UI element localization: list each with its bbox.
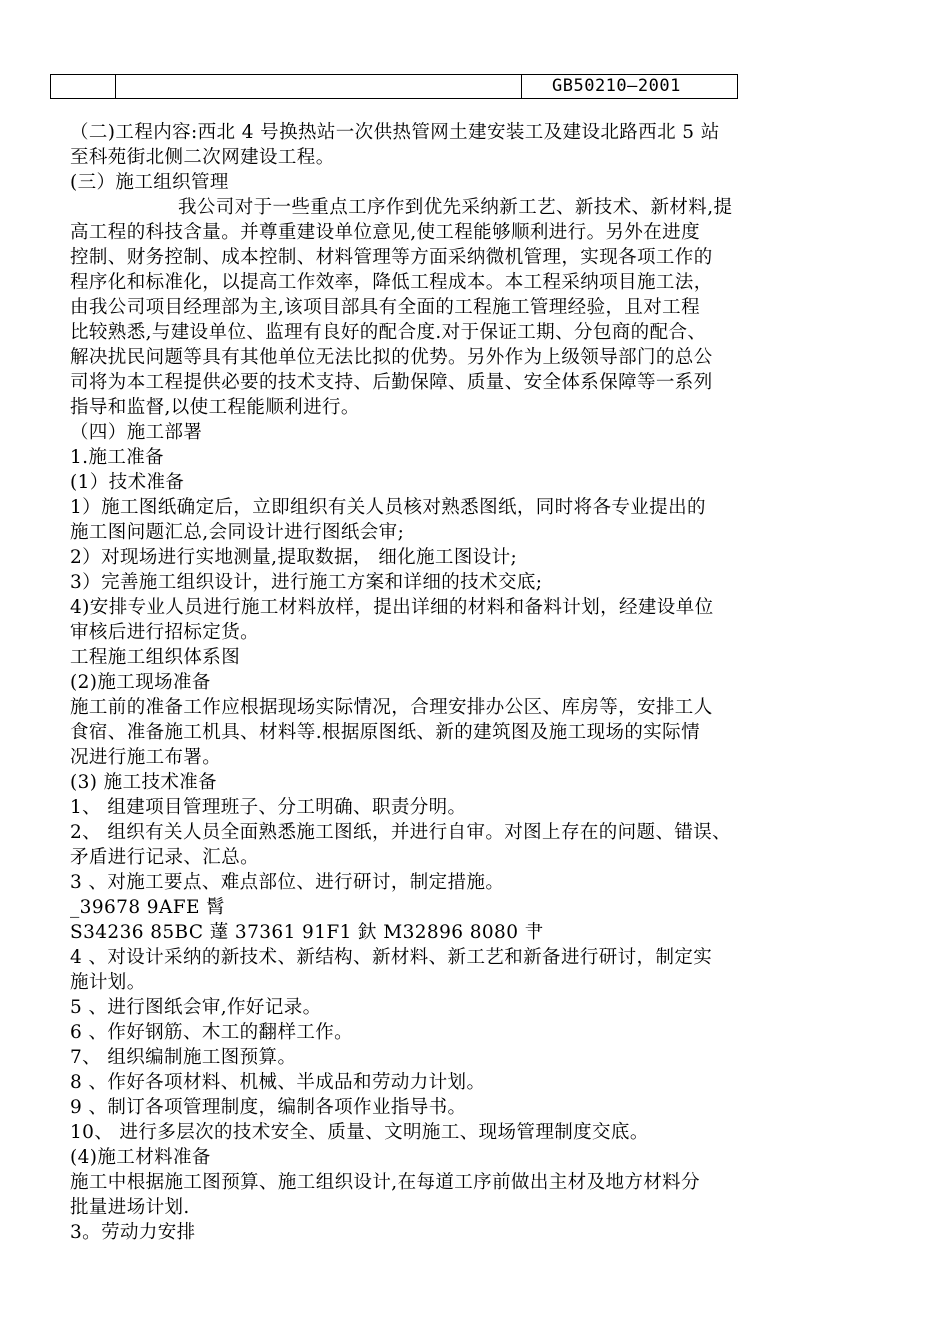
text-line: 2）对现场进行实地测量,提取数据， 细化施工图设计; [70,547,518,568]
text-line: 矛盾进行记录、汇总。 [70,847,260,868]
text-line: 施工前的准备工作应根据现场实际情况，合理安排办公区、库房等，安排工人 [70,697,713,718]
text-line: 比较熟悉,与建设单位、监理有良好的配合度.对于保证工期、分包商的配合、 [70,322,707,343]
text-line: （二)工程内容:西北 4 号换热站一次供热管网土建安装工及建设北路西北 5 站 [70,122,720,143]
text-line: 况进行施工布署。 [70,747,222,768]
diagram-caption: 工程施工组织体系图 [70,647,241,668]
subsection-heading: (2)施工现场准备 [70,672,211,693]
garbled-code-line: _39678 9AFE 髾 [70,897,226,918]
text-line: 施计划。 [70,972,146,993]
list-item: 2、 组织有关人员全面熟悉施工图纸，并进行自审。对图上存在的问题、错误、 [70,822,732,843]
text-line: 司将为本工程提供必要的技术支持、后勤保障、质量、安全体系保障等一系列 [70,372,713,393]
paragraph-first-line: 我公司对于一些重点工序作到优先采纳新工艺、新技术、新材料,提 [178,197,733,218]
subsection-heading: 1.施工准备 [70,447,165,468]
list-item: 4 、对设计采纳的新技术、新结构、新材料、新工艺和新备进行研讨，制定实 [70,947,713,968]
subsection-heading: (1）技术准备 [70,472,185,493]
text-line: 由我公司项目经理部为主,该项目部具有全面的工程施工管理经验，且对工程 [70,297,700,318]
list-item: 9 、制订各项管理制度，编制各项作业指导书。 [70,1097,467,1118]
list-item: 3 、对施工要点、难点部位、进行研讨，制定措施。 [70,872,505,893]
text-line: 高工程的科技含量。并尊重建设单位意见,使工程能够顺利进行。另外在进度 [70,222,700,243]
subsection-heading: (3) 施工技术准备 [70,772,218,793]
text-line: 施工图问题汇总,会同设计进行图纸会审; [70,522,405,543]
text-line: 3）完善施工组织设计，进行施工方案和详细的技术交底; [70,572,543,593]
text-line: 施工中根据施工图预算、施工组织设计,在每道工序前做出主材及地方材料分 [70,1172,700,1193]
list-item: 7、 组织编制施工图预算。 [70,1047,297,1068]
standard-code: GB50210—2001 [552,76,681,96]
list-item: 5 、进行图纸会审,作好记录。 [70,997,322,1018]
text-line: 指导和监督,以使工程能顺利进行。 [70,397,360,418]
list-item: 6 、作好钢筋、木工的翻样工作。 [70,1022,354,1043]
list-item: 10、 进行多层次的技术安全、质量、文明施工、现场管理制度交底。 [70,1122,649,1143]
text-line: 4)安排专业人员进行施工材料放样，提出详细的材料和备料计划，经建设单位 [70,597,714,618]
text-line: 解决扰民问题等具有其他单位无法比拟的优势。另外作为上级领导部门的总公 [70,347,713,368]
text-line: 审核后进行招标定货。 [70,622,260,643]
text-line: 1）施工图纸确定后，立即组织有关人员核对熟悉图纸，同时将各专业提出的 [70,497,706,518]
text-line: 至科苑街北侧二次网建设工程。 [70,147,335,168]
subsection-heading: (4)施工材料准备 [70,1147,211,1168]
header-cell-blank-1 [51,75,116,98]
section-heading: 3。劳动力安排 [70,1222,196,1243]
text-line: 控制、财务控制、成本控制、材料管理等方面采纳微机管理，实现各项工作的 [70,247,713,268]
list-item: 8 、作好各项材料、机械、半成品和劳动力计划。 [70,1072,486,1093]
text-line: 食宿、准备施工机具、材料等.根据原图纸、新的建筑图及施工现场的实际情 [70,722,700,743]
text-line: 批量进场计划. [70,1197,190,1218]
header-table [50,74,738,99]
document-body [70,120,900,1245]
garbled-code-line: S34236 85BC 薘 37361 91F1 釱 M32896 8080 肀 [70,922,544,943]
list-item: 1、 组建项目管理班子、分工明确、职责分明。 [70,797,467,818]
section-heading: (三）施工组织管理 [70,172,229,193]
header-cell-blank-2 [116,75,522,98]
text-line: 程序化和标准化，以提高工作效率，降低工程成本。本工程采纳项目施工法， [70,272,713,293]
section-heading: （四）施工部署 [70,422,203,443]
